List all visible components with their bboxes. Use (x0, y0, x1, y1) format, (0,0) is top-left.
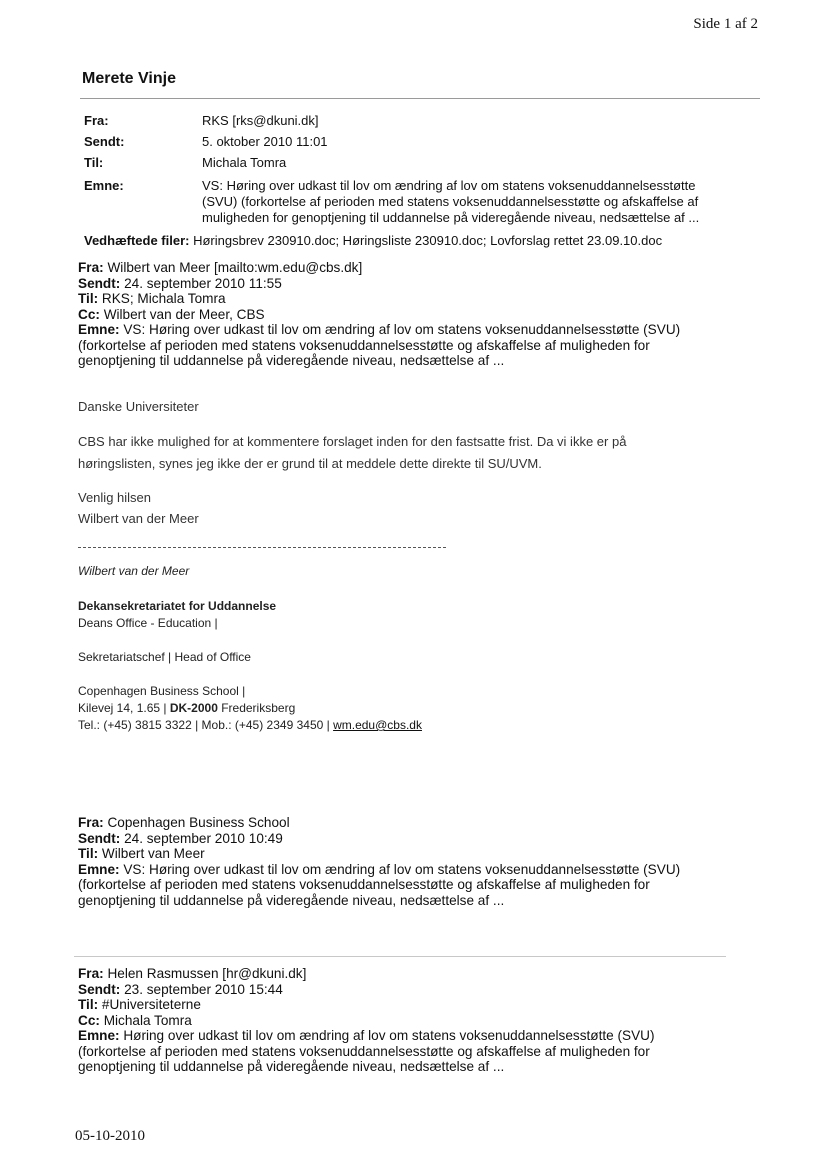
header-subject-label: Emne: (84, 178, 124, 193)
message2-to-value: Wilbert van Meer (101, 846, 205, 861)
signature-address-zip: DK-2000 (169, 701, 218, 715)
header-subject-line: (SVU) (forkortelse af perioden med statens voksenuddannelsesstøtte og afskaffelse af (202, 194, 699, 209)
message3-cc-value: Michala Tomra (103, 1012, 192, 1028)
header-to-value: Michala Tomra (202, 155, 287, 170)
signature-separator (78, 547, 446, 548)
message1-from-label: Fra: (78, 260, 104, 275)
signature-department: Dekansekretariatet for Uddannelse (78, 599, 277, 613)
document-owner-name: Merete Vinje (82, 70, 176, 87)
footer-print-date: 05-10-2010 (75, 1128, 145, 1144)
header-subject-line: muligheden for genoptjening til uddannelse på videregående niveau, nedsættelse af ... (202, 210, 700, 225)
message2-from-value: Copenhagen Business School (107, 815, 290, 830)
message3-header (78, 966, 758, 1075)
message3-sent-label: Sendt: (78, 981, 121, 997)
attachments-value[interactable]: Høringsbrev 230910.doc; Høringsliste 230910.doc; Lovforslag rettet 23.09.10.doc (193, 233, 663, 248)
message1-header (78, 260, 758, 369)
message-divider (74, 956, 726, 957)
message1-to-value: RKS; Michala Tomra (101, 291, 226, 306)
message3-from-value: Helen Rasmussen [hr@dkuni.dk] (107, 966, 307, 981)
header-subject-value (202, 178, 762, 226)
message1-closing-line: Venlig hilsen (78, 490, 151, 505)
message1-body (78, 431, 758, 475)
message3-cc-label: Cc: (78, 1012, 100, 1028)
signature-address-street: Kilevej 14, 1.65 | (78, 701, 170, 715)
message1-to-label: Til: (78, 291, 99, 306)
message1-body-line: CBS har ikke mulighed for at kommentere forslaget inden for den fastsatte frist. Da vi ikke er på (78, 434, 627, 449)
message2-subject-label: Emne: (78, 861, 120, 877)
message2-sent-label: Sendt: (78, 830, 121, 846)
header-sent-value: 5. oktober 2010 11:01 (202, 134, 328, 149)
header-divider (80, 98, 760, 99)
message3-subject-label: Emne: (78, 1028, 120, 1043)
message3-subject-line: genoptjening til uddannelse på videregående niveau, nedsættelse af ... (78, 1059, 505, 1074)
signature-contact (78, 717, 422, 734)
message2-header (78, 815, 758, 908)
signature-name: Wilbert van der Meer (78, 564, 190, 578)
message1-closing (78, 487, 758, 529)
message2-from-label: Fra: (78, 815, 104, 830)
message1-cc-value: Wilbert van der Meer, CBS (103, 306, 265, 322)
signature-phone: Tel.: (+45) 3815 3322 | Mob.: (+45) 2349 3450 | (78, 718, 334, 732)
header-subject-line: VS: Høring over udkast til lov om ændring af lov om statens voksenuddannelsesstøtte (202, 178, 696, 193)
attachments-row (84, 233, 662, 248)
message1-subject-line: (forkortelse af perioden med statens voksenuddannelsesstøtte og afskaffelse af muligheden for (78, 337, 650, 353)
signature-title: Sekretariatschef | Head of Office (78, 650, 251, 664)
message3-to-value: #Universiteterne (101, 997, 201, 1012)
message3-sent-value: 23. september 2010 15:44 (124, 981, 283, 997)
header-subject-row (84, 178, 764, 228)
signature-org: Copenhagen Business School | (78, 684, 246, 698)
signature-address-city: Frederiksberg (217, 701, 296, 715)
signature-department-en: Deans Office - Education | (78, 616, 218, 630)
message2-to-label: Til: (78, 846, 99, 861)
message1-closing-line: Wilbert van der Meer (78, 511, 199, 526)
message1-subject-line: VS: Høring over udkast til lov om ændring af lov om statens voksenuddannelsesstøtte (SVU) (123, 322, 681, 337)
message1-greeting: Danske Universiteter (78, 399, 199, 414)
header-sent-label: Sendt: (84, 134, 125, 149)
message1-subject-label: Emne: (78, 322, 120, 337)
message1-sent-value: 24. september 2010 11:55 (124, 275, 282, 291)
header-to-label: Til: (84, 155, 104, 170)
message1-cc-label: Cc: (78, 306, 100, 322)
message3-subject-line: Høring over udkast til lov om ændring af lov om statens voksenuddannelsesstøtte (SVU) (123, 1028, 655, 1043)
message2-subject-line: VS: Høring over udkast til lov om ændring af lov om statens voksenuddannelsesstøtte (SVU) (123, 861, 681, 877)
header-from-label: Fra: (84, 113, 109, 128)
page-number-label: Side 1 af 2 (693, 16, 758, 32)
signature-address (78, 700, 295, 717)
message3-subject-line: (forkortelse af perioden med statens voksenuddannelsesstøtte og afskaffelse af muligheden for (78, 1043, 650, 1059)
message1-subject-line: genoptjening til uddannelse på videregående niveau, nedsættelse af ... (78, 353, 505, 368)
header-from-value: RKS [rks@dkuni.dk] (202, 113, 319, 128)
message3-from-label: Fra: (78, 966, 104, 981)
message1-sent-label: Sendt: (78, 275, 121, 291)
message2-sent-value: 24. september 2010 10:49 (124, 830, 283, 846)
message1-body-line: høringslisten, synes jeg ikke der er grund til at meddele dette direkte til SU/UVM. (78, 456, 542, 471)
signature-email-link[interactable]: wm.edu@cbs.dk (333, 718, 422, 732)
message3-to-label: Til: (78, 997, 99, 1012)
message1-from-value: Wilbert van Meer [mailto:wm.edu@cbs.dk] (107, 260, 363, 275)
attachments-label: Vedhæftede filer: (84, 233, 190, 248)
message2-subject-line: (forkortelse af perioden med statens voksenuddannelsesstøtte og afskaffelse af muligheden for (78, 877, 650, 892)
message2-subject-line: genoptjening til uddannelse på videregående niveau, nedsættelse af ... (78, 892, 505, 908)
